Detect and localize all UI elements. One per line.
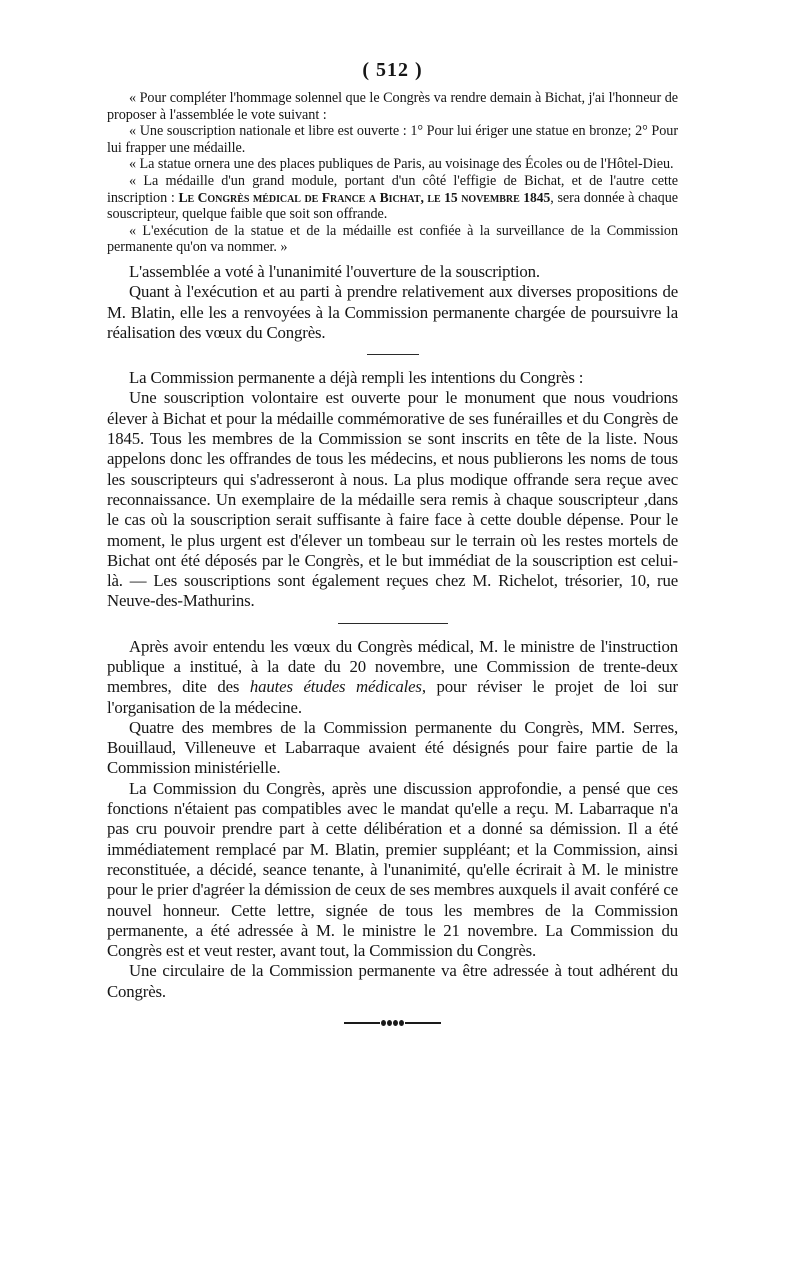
medal-inscription: Le Congrès médical de France a Bichat, le 15 novembre 1845 — [178, 189, 551, 205]
medal-text-before: « La médaille d'un grand module, portant d'un côté l'effigie de Bichat, et de l'autre cette inscription : — [107, 172, 678, 206]
section-separator — [367, 354, 419, 355]
quote-paragraph-3: « La statue ornera une des places publiques de Paris, au voisinage des Écoles ou de l'Hôtel-Dieu. — [129, 156, 674, 173]
quote-paragraph-2: « Une souscription nationale et libre est ouverte : 1° Pour lui ériger une statue en bronze; 2° Pour lui frapper une médaille. — [107, 123, 678, 156]
body-paragraph-discussion: La Commission du Congrès, après une discussion approfondie, a pensé que ces fonctions n'étaient pas compatibles avec le mandat qu'elle a reçu. M. Labarraque n'a pas cru pouvoir prendre part à cette délibération et a donné sa démission. Il a été immédiatement remplacé par M. Blatin, premier suppléant; et la Commission, ainsi reconstituée, a décidé, seance tenante, à l'unanimité, qu'elle écrirait à M. le ministre pour le prier d'agréer la démission de ceux de ses membres auxquels il avait conféré ce nouvel honneur. Cette lettre, signée de tous les membres de la Commission permanente, a été adressée à M. le ministre le 21 novembre. La Commission du Congrès est et veut rester, avant tout, la Commission du Congrès. — [107, 778, 678, 961]
section-separator — [338, 623, 448, 624]
body-paragraph-members: Quatre des membres de la Commission permanente du Congrès, MM. Serres, Bouillaud, Villeneuve et Labarraque avaient été désignés pour faire partie de la Commission ministérielle. — [107, 717, 678, 778]
body-paragraph-blatin: Quant à l'exécution et au parti à prendre relativement aux diverses propositions de M. Blatin, elle les a renvoyées à la Commission permanente chargée de poursuivre la réalisation des vœux du Congrès. — [107, 282, 678, 342]
quote-paragraph-medal — [107, 173, 678, 223]
italic-phrase: hautes études médicales — [249, 677, 422, 697]
body-paragraph-circulaire: Une circulaire de la Commission permanente va être adressée à tout adhérent du Congrès. — [107, 961, 678, 1001]
ministre-text-after: , pour réviser le projet de loi sur l'organisation de la médecine. — [107, 677, 678, 717]
body-paragraph-ministre — [107, 637, 678, 718]
ministre-text-before: Après avoir entendu les vœux du Congrès médical, M. le ministre de l'instruction publique a institué, à la date du 20 novembre, une Commission de trente-deux membres, dite des — [107, 636, 678, 697]
body-paragraph-vote: L'assemblée a voté à l'unanimité l'ouverture de la souscription. — [129, 261, 540, 281]
body-paragraph-subscription: Une souscription volontaire est ouverte pour le monument que nous voudrions élever à Bichat et pour la médaille commémorative de ses funérailles et du Congrès de 1845. Tous les membres de la Commission se sont inscrits en tête de la liste. Nous appelons donc les offrandes de tous les médecins, et nous publierons les noms de tous les souscripteurs qui s'adresseront à nous. La plus modique offrande sera reçue avec reconnaissance. Un exemplaire de la médaille sera remis à chaque souscripteur ,dans le cas où la souscription serait suffisante à faire face à cette double dépense. Pour le moment, le plus urgent est d'élever un tombeau sur le terrain où les restes mortels de Bichat ont été déposés par le Congrès, et le but immédiat de la souscription est celui-là. — Les souscriptions sont également reçues chez M. Richelot, trésorier, 10, rue Neuve-des-Mathurins. — [107, 388, 678, 611]
quote-paragraph-last: « L'exécution de la statue et de la médaille est confiée à la surveillance de la Commission permanente qu'on va nommer. » — [107, 222, 678, 256]
body-paragraph-commission-intro: La Commission permanente a déjà rempli les intentions du Congrès : — [129, 368, 584, 388]
end-ornament — [107, 1018, 678, 1028]
medal-text-after: , sera donnée à chaque souscripteur, quelque faible que soit son offrande. — [107, 189, 678, 223]
quote-paragraph-1: « Pour compléter l'hommage solennel que le Congrès va rendre demain à Bichat, j'ai l'honneur de proposer à l'assemblée le vote suivant : — [107, 90, 678, 123]
document-page — [107, 58, 678, 1028]
page-number: ( 512 ) — [362, 59, 423, 81]
